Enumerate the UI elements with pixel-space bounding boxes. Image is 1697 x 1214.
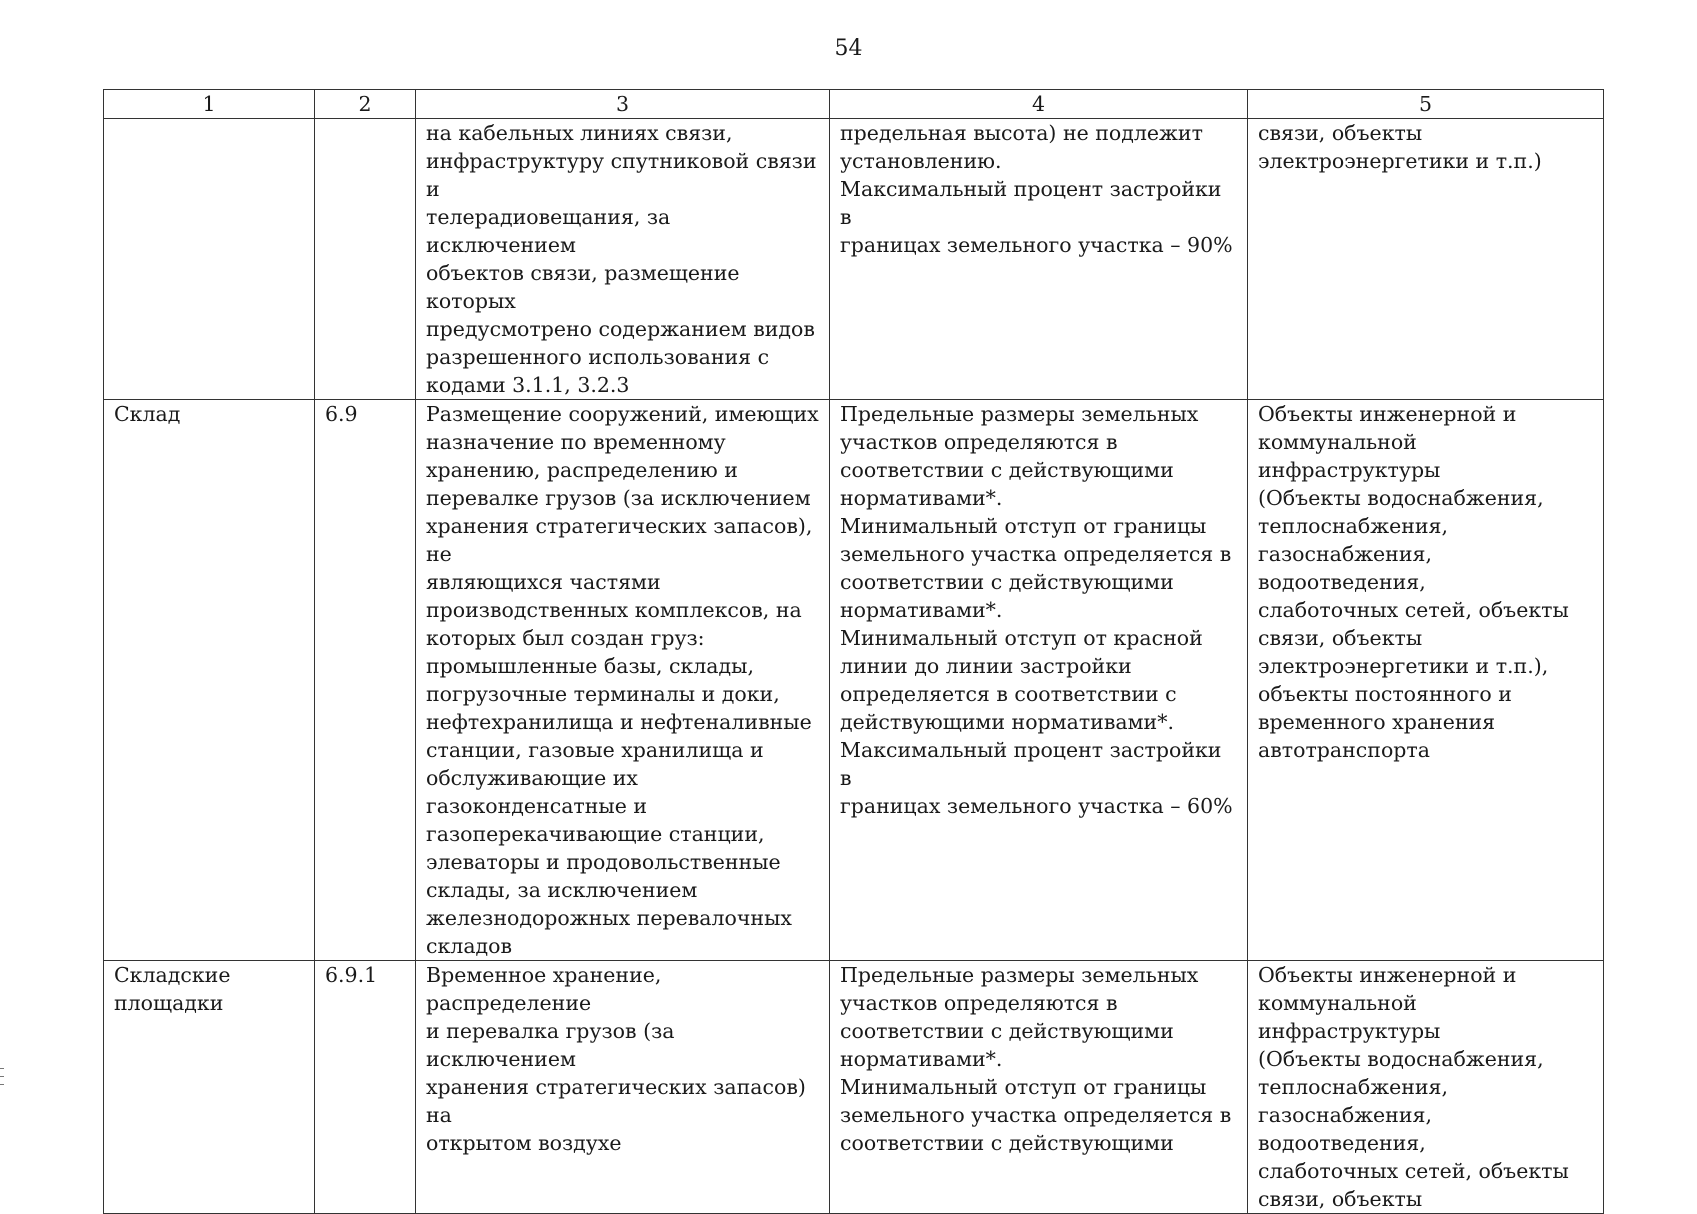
cell-use-description: на кабельных линиях связи, инфраструктуру спутниковой связи и телерадиовещания, за исключением объектов связи, размещение которых предусмотрено содержанием видов разрешенного использования с кодами 3.1.1, 3.2.3 — [416, 119, 830, 400]
margin-mark — [0, 1076, 4, 1077]
cell-use-name: Склад — [104, 400, 315, 961]
column-header-4: 4 — [830, 90, 1248, 119]
land-use-table — [103, 89, 1604, 1214]
cell-use-description: Размещение сооружений, имеющих назначение по временному хранению, распределению и перевалке грузов (за исключением хранения стратегических запасов), не являющихся частями производственных комплексов, на которых был создан груз: промышленные базы, склады, погрузочные терминалы и доки, нефтехранилища и нефтеналивные станции, газовые хранилища и обслуживающие их газоконденсатные и газоперекачивающие станции, элеваторы и продовольственные склады, за исключением железнодорожных перевалочных складов — [416, 400, 830, 961]
table-header-row — [104, 90, 1604, 119]
cell-use-code: 6.9 — [315, 400, 416, 961]
column-header-2: 2 — [315, 90, 416, 119]
column-header-5: 5 — [1248, 90, 1604, 119]
table-row — [104, 400, 1604, 961]
cell-parameters: предельная высота) не подлежит установлению. Максимальный процент застройки в границах земельного участка – 90% — [830, 119, 1248, 400]
margin-scan-marks — [0, 1068, 4, 1092]
table-row — [104, 961, 1604, 1214]
margin-mark — [0, 1084, 4, 1085]
page-number: 54 — [834, 36, 863, 61]
cell-auxiliary-uses: связи, объекты электроэнергетики и т.п.) — [1248, 119, 1604, 400]
cell-use-code: 6.9.1 — [315, 961, 416, 1214]
margin-mark — [0, 1068, 4, 1069]
cell-use-description: Временное хранение, распределение и перевалка грузов (за исключением хранения стратегических запасов) на открытом воздухе — [416, 961, 830, 1214]
cell-parameters: Предельные размеры земельных участков определяются в соответствии с действующими нормативами*. Минимальный отступ от границы земельного участка определяется в соответствии с действующими — [830, 961, 1248, 1214]
cell-auxiliary-uses: Объекты инженерной и коммунальной инфраструктуры (Объекты водоснабжения, теплоснабжения, газоснабжения, водоотведения, слаботочных сетей, объекты связи, объекты электроэнергетики и т.п.), объекты постоянного и временного хранения автотранспорта — [1248, 400, 1604, 961]
cell-parameters: Предельные размеры земельных участков определяются в соответствии с действующими нормативами*. Минимальный отступ от границы земельного участка определяется в соответствии с действующими нормативами*. Минимальный отступ от красной линии до линии застройки определяется в соответствии с действующими нормативами*. Максимальный процент застройки в границах земельного участка – 60% — [830, 400, 1248, 961]
cell-use-name: Складские площадки — [104, 961, 315, 1214]
cell-auxiliary-uses: Объекты инженерной и коммунальной инфраструктуры (Объекты водоснабжения, теплоснабжения, газоснабжения, водоотведения, слаботочных сетей, объекты связи, объекты — [1248, 961, 1604, 1214]
column-header-1: 1 — [104, 90, 315, 119]
column-header-3: 3 — [416, 90, 830, 119]
cell-use-code — [315, 119, 416, 400]
cell-use-name — [104, 119, 315, 400]
table-row — [104, 119, 1604, 400]
